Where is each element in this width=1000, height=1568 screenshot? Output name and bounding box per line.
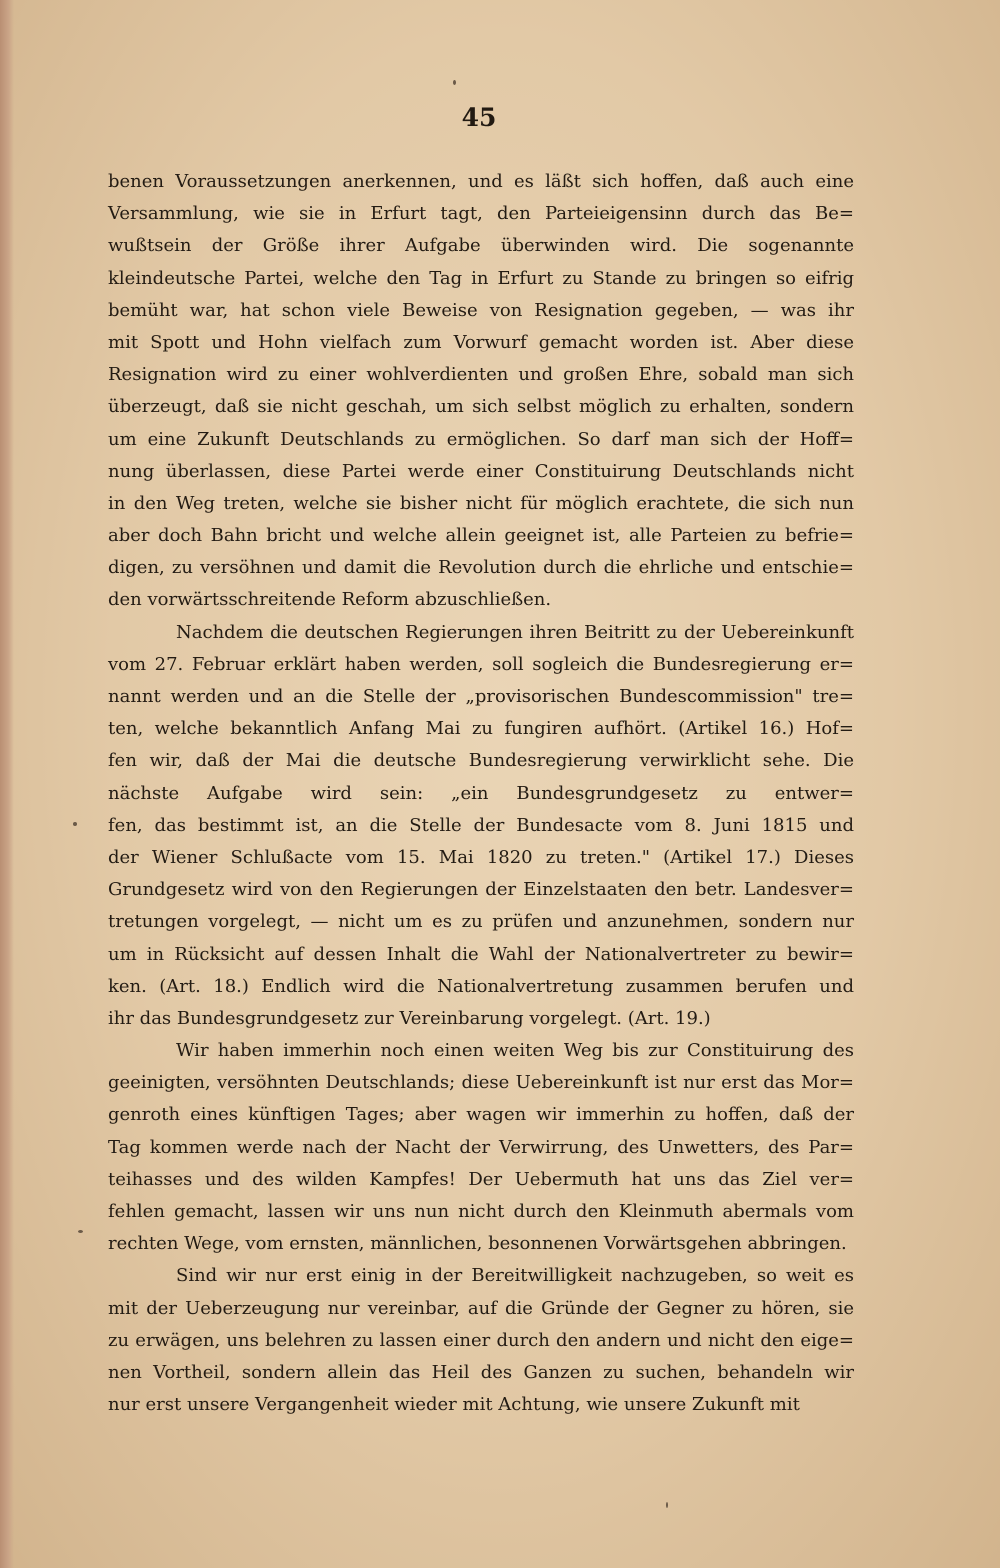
text-line: mit Spott und Hohn vielfach zum Vorwurf gemacht worden ist. Aber diese (108, 331, 854, 353)
paper-speck (73, 822, 77, 826)
text-line: ten, welche bekanntlich Anfang Mai zu fungiren aufhört. (Artikel 16.) Hof= (108, 718, 854, 740)
text-line: nächste Aufgabe wird sein: „ein Bundesgrundgesetz zu entwer= (108, 782, 854, 804)
text-line: genroth eines künftigen Tages; aber wagen wir immerhin zu hoffen, daß der (108, 1104, 854, 1126)
text-line: digen, zu versöhnen und damit die Revolution durch die ehrliche und entschie= (108, 557, 854, 579)
text-line: der Wiener Schlußacte vom 15. Mai 1820 zu treten." (Artikel 17.) Dieses (108, 846, 854, 868)
page-number: 45 (461, 103, 497, 132)
text-line: fen, das bestimmt ist, an die Stelle der Bundesacte vom 8. Juni 1815 und (108, 814, 854, 836)
body-text (108, 166, 854, 1421)
text-line: Resignation wird zu einer wohlverdienten und großen Ehre, sobald man sich (108, 364, 854, 386)
text-line: Nachdem die deutschen Regierungen ihren Beitritt zu der Uebereinkunft (176, 621, 854, 643)
paper-speck (78, 1230, 83, 1233)
text-line: zu erwägen, uns belehren zu lassen einer durch den andern und nicht den eige= (108, 1329, 854, 1351)
text-line: vom 27. Februar erklärt haben werden, soll sogleich die Bundesregierung er= (108, 653, 854, 675)
text-line: ihr das Bundesgrundgesetz zur Vereinbarung vorgelegt. (Art. 19.) (108, 1007, 711, 1029)
text-line: mit der Ueberzeugung nur vereinbar, auf die Gründe der Gegner zu hören, sie (108, 1297, 854, 1319)
text-line: Sind wir nur erst einig in der Bereitwilligkeit nachzugeben, so weit es (176, 1265, 854, 1287)
text-line: überzeugt, daß sie nicht geschah, um sich selbst möglich zu erhalten, sondern (108, 396, 854, 418)
text-line: Grundgesetz wird von den Regierungen der Einzelstaaten den betr. Landesver= (108, 879, 854, 901)
text-line: nannt werden und an die Stelle der „provisorischen Bundescommission" tre= (108, 686, 854, 707)
binding-edge (0, 0, 14, 1568)
text-line: rechten Wege, vom ernsten, männlichen, besonnenen Vorwärtsgehen abbringen. (108, 1233, 847, 1255)
text-line: nen Vortheil, sondern allein das Heil des Ganzen zu suchen, behandeln wir (108, 1361, 854, 1383)
text-line: bemüht war, hat schon viele Beweise von Resignation gegeben, — was ihr (108, 299, 854, 321)
text-line: wußtsein der Größe ihrer Aufgabe überwinden wird. Die sogenannte (108, 235, 854, 257)
text-line: Versammlung, wie sie in Erfurt tagt, den Parteieigensinn durch das Be= (108, 203, 854, 225)
paper-speck (666, 1502, 668, 1508)
text-line: ken. (Art. 18.) Endlich wird die Nationalvertretung zusammen berufen und (108, 975, 854, 997)
text-line: in den Weg treten, welche sie bisher nicht für möglich erachtete, die sich nun (108, 492, 854, 514)
text-line: teihasses und des wilden Kampfes! Der Uebermuth hat uns das Ziel ver= (108, 1168, 854, 1190)
paper-speck (453, 80, 456, 85)
text-line: fen wir, daß der Mai die deutsche Bundesregierung verwirklicht sehe. Die (108, 750, 854, 772)
text-line: Tag kommen werde nach der Nacht der Verwirrung, des Unwetters, des Par= (108, 1136, 854, 1158)
text-line: Wir haben immerhin noch einen weiten Weg bis zur Constituirung des (176, 1040, 854, 1062)
text-line: kleindeutsche Partei, welche den Tag in Erfurt zu Stande zu bringen so eifrig (108, 267, 854, 289)
text-line: geeinigten, versöhnten Deutschlands; diese Uebereinkunft ist nur erst das Mor= (108, 1072, 854, 1094)
text-line: nung überlassen, diese Partei werde einer Constituirung Deutschlands nicht (108, 460, 854, 482)
text-line: tretungen vorgelegt, — nicht um es zu prüfen und anzunehmen, sondern nur (108, 911, 854, 933)
text-line: fehlen gemacht, lassen wir uns nun nicht durch den Kleinmuth abermals vom (108, 1201, 854, 1222)
text-line: nur erst unsere Vergangenheit wieder mit Achtung, wie unsere Zukunft mit (108, 1394, 800, 1416)
text-line: um eine Zukunft Deutschlands zu ermöglichen. So darf man sich der Hoff= (108, 428, 854, 450)
text-line: aber doch Bahn bricht und welche allein geeignet ist, alle Parteien zu befrie= (108, 525, 854, 547)
text-line: den vorwärtsschreitende Reform abzuschließen. (108, 589, 552, 611)
text-line: benen Voraussetzungen anerkennen, und es läßt sich hoffen, daß auch eine (108, 171, 854, 192)
text-line: um in Rücksicht auf dessen Inhalt die Wahl der Nationalvertreter zu bewir= (108, 943, 854, 965)
